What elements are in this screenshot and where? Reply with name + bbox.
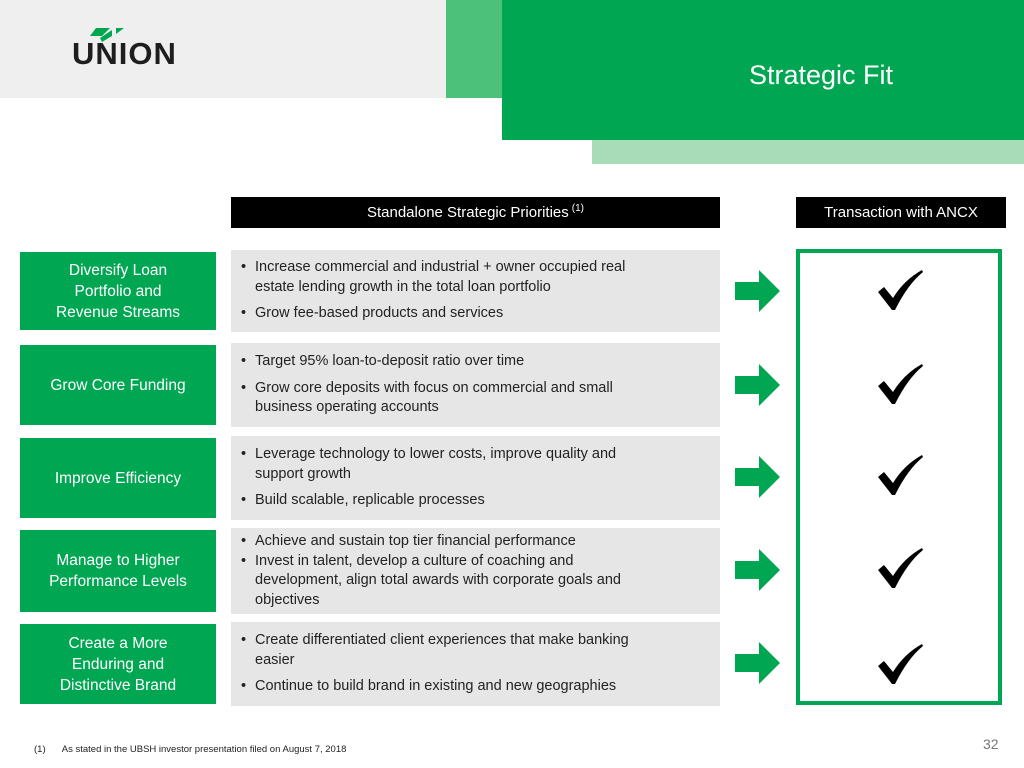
footnote-marker: (1) <box>571 203 584 214</box>
priority-label-line: Enduring and <box>71 655 165 673</box>
priority-label-line: Revenue Streams <box>55 303 181 321</box>
arrow-right-icon <box>735 270 780 312</box>
priority-label-line: Distinctive Brand <box>59 676 177 694</box>
bullet-line: Target 95% loan-to-deposit ratio over time <box>255 353 525 370</box>
column-header-transaction <box>796 197 1006 228</box>
bullet-line: Achieve and sustain top tier financial performance <box>255 533 576 549</box>
checkmark-icon <box>876 362 924 406</box>
bullet-item: • Increase commercial and industrial + owner occupied real estate lending growth in the total loan portfolio <box>241 258 720 297</box>
priority-label-line: Manage to Higher <box>56 552 180 569</box>
arrow-right-icon <box>735 364 780 406</box>
arrow-right-icon <box>735 549 780 591</box>
checkmark-icon <box>876 642 924 686</box>
bullet-item: • Grow core deposits with focus on commercial and small business operating accounts <box>241 379 720 418</box>
bullet-line: Grow core deposits with focus on commercial and small <box>255 379 613 396</box>
union-logo <box>72 26 182 72</box>
priority-label-line: Grow Core Funding <box>50 376 186 394</box>
bullet-line: Build scalable, replicable processes <box>255 492 485 509</box>
checkmark-icon <box>876 546 924 590</box>
bullet-line: objectives <box>255 591 320 608</box>
bullet-line: business operating accounts <box>255 399 439 416</box>
page-title: Strategic Fit <box>748 60 893 90</box>
bullet-line: Invest in talent, develop a culture of coaching and <box>255 552 574 569</box>
footnote <box>34 744 346 755</box>
priority-description-core-funding <box>231 343 720 427</box>
bullet-item: • Target 95% loan-to-deposit ratio over time <box>241 352 720 372</box>
priority-label-performance <box>20 530 216 612</box>
priority-description-efficiency <box>231 436 720 520</box>
bullet-item: • Achieve and sustain top tier financial performance <box>241 532 720 552</box>
bullet-line: easier <box>255 651 295 668</box>
priority-description-diversify <box>231 250 720 332</box>
page-number: 32 <box>983 736 999 752</box>
priority-description-brand <box>231 622 720 706</box>
bullet-item: • Invest in talent, develop a culture of coaching and development, align total awards with corporate goals and objectives <box>241 552 720 611</box>
bullet-line: Increase commercial and industrial + owner occupied real <box>255 259 626 276</box>
bullet-line: Leverage technology to lower costs, improve quality and <box>255 446 617 463</box>
bullet-line: support growth <box>255 465 351 482</box>
logo-text: UNION <box>72 36 177 71</box>
arrow-right-icon <box>735 642 780 684</box>
priority-label-core-funding <box>20 345 216 425</box>
priority-label-line: Performance Levels <box>49 573 187 590</box>
arrow-right-icon <box>735 456 780 498</box>
priority-label-diversify <box>20 252 216 330</box>
bullet-item: • Continue to build brand in existing and new geographies <box>241 677 720 697</box>
footnote-text: As stated in the UBSH investor presentation filed on August 7, 2018 <box>61 744 347 755</box>
bullet-line: Create differentiated client experiences that make banking <box>255 632 629 649</box>
bullet-line: development, align total awards with corporate goals and <box>255 572 621 588</box>
bullet-item: • Build scalable, replicable processes <box>241 491 720 511</box>
priority-label-line: Improve Efficiency <box>54 469 182 487</box>
column-header-transaction-label: Transaction with ANCX <box>824 204 978 221</box>
checkmark-icon <box>876 268 924 312</box>
footnote-number: (1) <box>34 744 46 755</box>
priority-description-performance <box>231 528 720 614</box>
priority-label-line: Create a More <box>68 634 168 652</box>
priority-label-efficiency <box>20 438 216 518</box>
bullet-line: Grow fee-based products and services <box>255 305 504 322</box>
header-grey-band <box>0 0 446 98</box>
priority-label-line: Portfolio and <box>74 282 162 300</box>
bullet-item: • Leverage technology to lower costs, improve quality and support growth <box>241 445 720 484</box>
bullet-line: Continue to build brand in existing and new geographies <box>255 678 617 695</box>
bullet-item: • Grow fee-based products and services <box>241 304 720 324</box>
bullet-line: estate lending growth in the total loan portfolio <box>255 278 551 295</box>
priority-label-brand <box>20 624 216 704</box>
column-header-standalone-label: Standalone Strategic Priorities <box>366 204 569 221</box>
bullet-item: • Create differentiated client experiences that make banking easier <box>241 631 720 670</box>
priority-label-line: Diversify Loan <box>68 261 168 279</box>
checkmark-icon <box>876 453 924 497</box>
column-header-standalone <box>231 197 720 228</box>
